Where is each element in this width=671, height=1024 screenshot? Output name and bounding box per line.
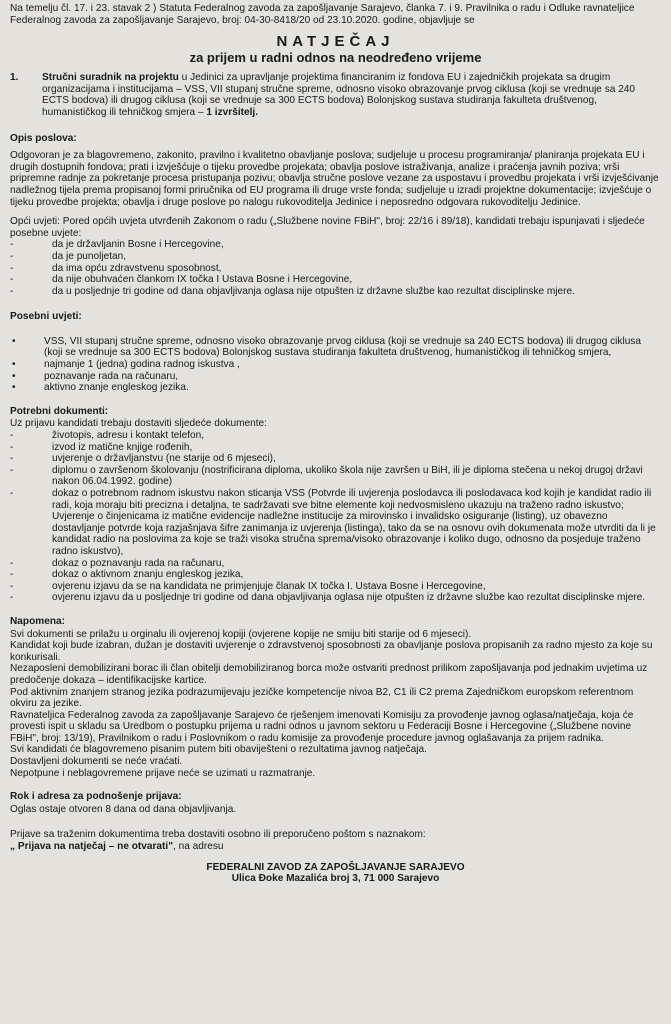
opci-list [10, 239, 661, 297]
list-item: - izvod iz matične knjige rođenih, [10, 441, 193, 453]
napomena-heading: Napomena: [10, 615, 65, 627]
napomena-line: Svi dokumenti se prilažu u orginalu ili ovjerenoj kopiji (ovjerene kopije ne smiju biti starije od 6 mjeseci). [10, 628, 472, 640]
position-number: 1. [10, 72, 19, 84]
address-line-2: Ulica Đoke Mazalića broj 3, 71 000 Sarajevo [231, 873, 440, 885]
list-item: - da ima opću zdravstvenu sposobnost, [10, 262, 222, 274]
list-item: - životopis, adresu i kontakt telefon, [10, 430, 205, 442]
napomena-line: Nepotpune i neblagovremene prijave neće se uzimati u razmatranje. [10, 767, 316, 779]
prijave-marker: „ Prijava na natječaj – ne otvarati" [10, 841, 173, 853]
position-entry [10, 72, 661, 118]
posebni-list [10, 336, 661, 394]
list-item: - uvjerenje o državljanstvu (ne starije od 6 mjeseci), [10, 453, 276, 465]
prijave-suffix: , na adresu [173, 841, 224, 853]
napomena-line: Nezaposleni demobilizirani borac ili član obitelji demobiliziranog borca može ostvariti prednost prilikom zapošljavanja pod jednakim uvjetima uz predočenje dokaza – identifikacijske kartice. [10, 663, 648, 686]
list-item: - ovjerenu izjavu da se na kandidata ne primjenjuje članak IX točka I. Ustava Bosne i Hercegovine, [10, 580, 486, 592]
list-item: • VSS, VII stupanj stručne spreme, odnosno visoko obrazovanje prvog ciklusa (koji se vrednuje sa 240 ECTS bodova) ili drugog ciklusa (koji se vrednuje sa 300 ECTS bodova) Bolonjskog sustava studiranja fakulteta društvenog, humanističkog ili tehničkog smjera, [12, 335, 641, 359]
list-item: - da je punoljetan, [10, 250, 127, 262]
list-item: - da je državljanin Bosne i Hercegovine, [10, 239, 224, 251]
napomena-line: Ravnateljica Federalnog zavoda za zapošljavanje Sarajevo će rješenjem imenovati Komisiju za provođenje javnog oglasa/natječaja, koja će provesti ispit u skladu sa Uredbom o postupku prijema u radni odnos u javnom sektoru u Federaciji Bosne i Hercegovine („Službene novine FBiH", broj: 13/19), Pravilnikom o radu i Poslovnikom o radu komisije za provođenje procedure javnog oglašavanja za prijem radnika. [10, 709, 634, 744]
list-item: - dokaz o poznavanju rada na računaru, [10, 557, 225, 569]
list-item: - da u posljednje tri godine od dana objavljivanja oglasa nije otpušten iz državne službe kao rezultat disciplinske mjere. [10, 285, 575, 297]
position-count: 1 izvršitelj. [206, 106, 259, 118]
napomena-line: Svi kandidati će blagovremeno pisanim putem biti obaviješteni o rezultatima javnog natječaja. [10, 744, 427, 756]
opis-text: Odgovoran je za blagovremeno, zakonito, pravilno i kvalitetno obavljanje poslova; sudjeluje u procesu programiranja/ planiranja projekata EU i drugih dostupnih fondova; prati i izvješćuje o tijeku provedbe projekata; obavlja poslove istraživanja, analize i praćenja javnih poziva; vrši pripremne radnje za pokretanje procesa pristupanja pozivu; obavlja stručne poslove vezane za uspostavu i provedbu projekata i vrši izvješćivanje nadležnog tijela prema propisanoj formi priručnika od EU programa ili druge vrste fonda; sudjeluje u izradi projektne dokumentacije; izvješćuje o tijeku provedbe projekta; obavlja i druge poslove po nalogu rukovoditelja Jedinice i neposredno odgovara rukovoditelju Jedinice. [10, 150, 659, 208]
position-description: u Jedinici za upravljanje projektima financiranim iz fondova EU i zajedničkih projekata sa drugim organizacijama i institucijama – VSS, VII stupanj stručne spreme, odnosno visoko obrazovanje prvog ciklusa (koji se vrednuje sa 240 ECTS bodova) ili drugog ciklusa (koji se vrednuje sa 300 ECTS bodova) Bolonjskog sustava studiranja fakulteta društvenog, humanističkog ili tehničkog smjera – [42, 72, 636, 118]
list-item: - da nije obuhvaćen člankom IX točka I Ustava Bosne i Hercegovine, [10, 274, 353, 286]
napomena-line: Kandidat koji bude izabran, dužan je dostaviti uvjerenje o zdravstvenoj sposobnosti za obavljanje poslova propisanih za radno mjesto za koje su konkurisali. [10, 640, 653, 663]
rok-text: Oglas ostaje otvoren 8 dana od dana objavljivanja. [10, 803, 237, 815]
rok-heading: Rok i adresa za podnošenje prijava: [10, 791, 182, 803]
napomena-block [10, 629, 661, 780]
list-item: • poznavanje rada na računaru, [12, 370, 179, 382]
list-item: - dokaz o aktivnom znanju engleskog jezika, [10, 569, 244, 581]
intro-paragraph: Na temelju čl. 17. i 23. stavak 2 ) Statuta Federalnog zavoda za zapošljavanje Sarajevo, članka 7. i 9. Pravilnika o radu i Odluke ravnateljice Federalnog zavoda za zapošljavanje Sarajevo, broj: 04-30-8418/20 od 23.10.2020. godine, objavljuje se [10, 3, 635, 26]
list-item: • najmanje 1 (jedna) godina radnog iskustva , [12, 359, 240, 371]
dokumenti-heading: Potrebni dokumenti: [10, 405, 109, 417]
notice-subtitle: za prijem u radni odnos na neodređeno vrijeme [189, 50, 482, 66]
napomena-line: Pod aktivnim znanjem stranog jezika podrazumijevaju jezičke kompetencije nivoa B2, C1 ili C2 prema Zajedničkom europskom referentnom okviru za jezike. [10, 686, 634, 710]
position-name: Stručni suradnik na projektu [42, 72, 179, 84]
list-item: - diplomu o završenom školovanju (nostrificirana diploma, ukoliko škola nije završen u BiH, ili je diploma stečena u nekoj drugoj državi nakon 06.04.1992. godine) [10, 464, 643, 488]
list-item: - dokaz o potrebnom radnom iskustvu nakon sticanja VSS (Potvrde ili uvjerenja poslodavca ili poslodavaca kod kojih je kandidat radio ili radi, koja moraju biti precizna i detaljna, te sadržavati sve bitne elemente koji nedvosmisleno ukazuju na traženo radno iskustvo; Uvjerenje o činjenicama iz matične evidencije nadležne institucije za mirovinsko i invalidsko osiguranje (listing), uz obavezno dostavljanje potvrde koja razjašnjava šifre zanimanja iz uvjerenja (listinga), tako da se na osnovu ovih dokumenata može utvrditi da li je kandidat radio na poslovima za koje se traži visoka stručna sprema/visoko obrazovanje i koliko dugo, odnosno da posjeduje traženo radno iskustvo), [10, 488, 656, 557]
notice-title: NATJEČAJ [276, 33, 395, 51]
opis-heading: Opis poslova: [10, 132, 77, 144]
list-item: • aktivno znanje engleskog jezika. [12, 382, 189, 394]
posebni-heading: Posebni uvjeti: [10, 311, 82, 323]
napomena-line: Dostavljeni dokumenti se neće vraćati. [10, 756, 183, 768]
prijave-text: Prijave sa traženim dokumentima treba dostaviti osobno ili preporučeno poštom s naznakom: [10, 829, 426, 841]
opci-text: Opći uvjeti: Pored općih uvjeta utvrđenih Zakonom o radu („Službene novine FBiH", broj: 22/16 i 89/18), kandidati trebaju ispunjavati i sljedeće posebne uvjete: [10, 216, 645, 239]
dokumenti-text: Uz prijavu kandidati trebaju dostaviti sljedeće dokumente: [10, 418, 267, 430]
prijave-marker-line [10, 841, 661, 853]
list-item: - ovjerenu izjavu da u posljednje tri godine od dana objavljivanja oglasa nije otpušten iz državne službe kao rezultat disciplinske mjere. [10, 592, 646, 604]
address-line-1: FEDERALNI ZAVOD ZA ZAPOŠLJAVANJE SARAJEVO [206, 861, 465, 873]
position-text [42, 72, 661, 118]
dokumenti-list [10, 430, 661, 604]
